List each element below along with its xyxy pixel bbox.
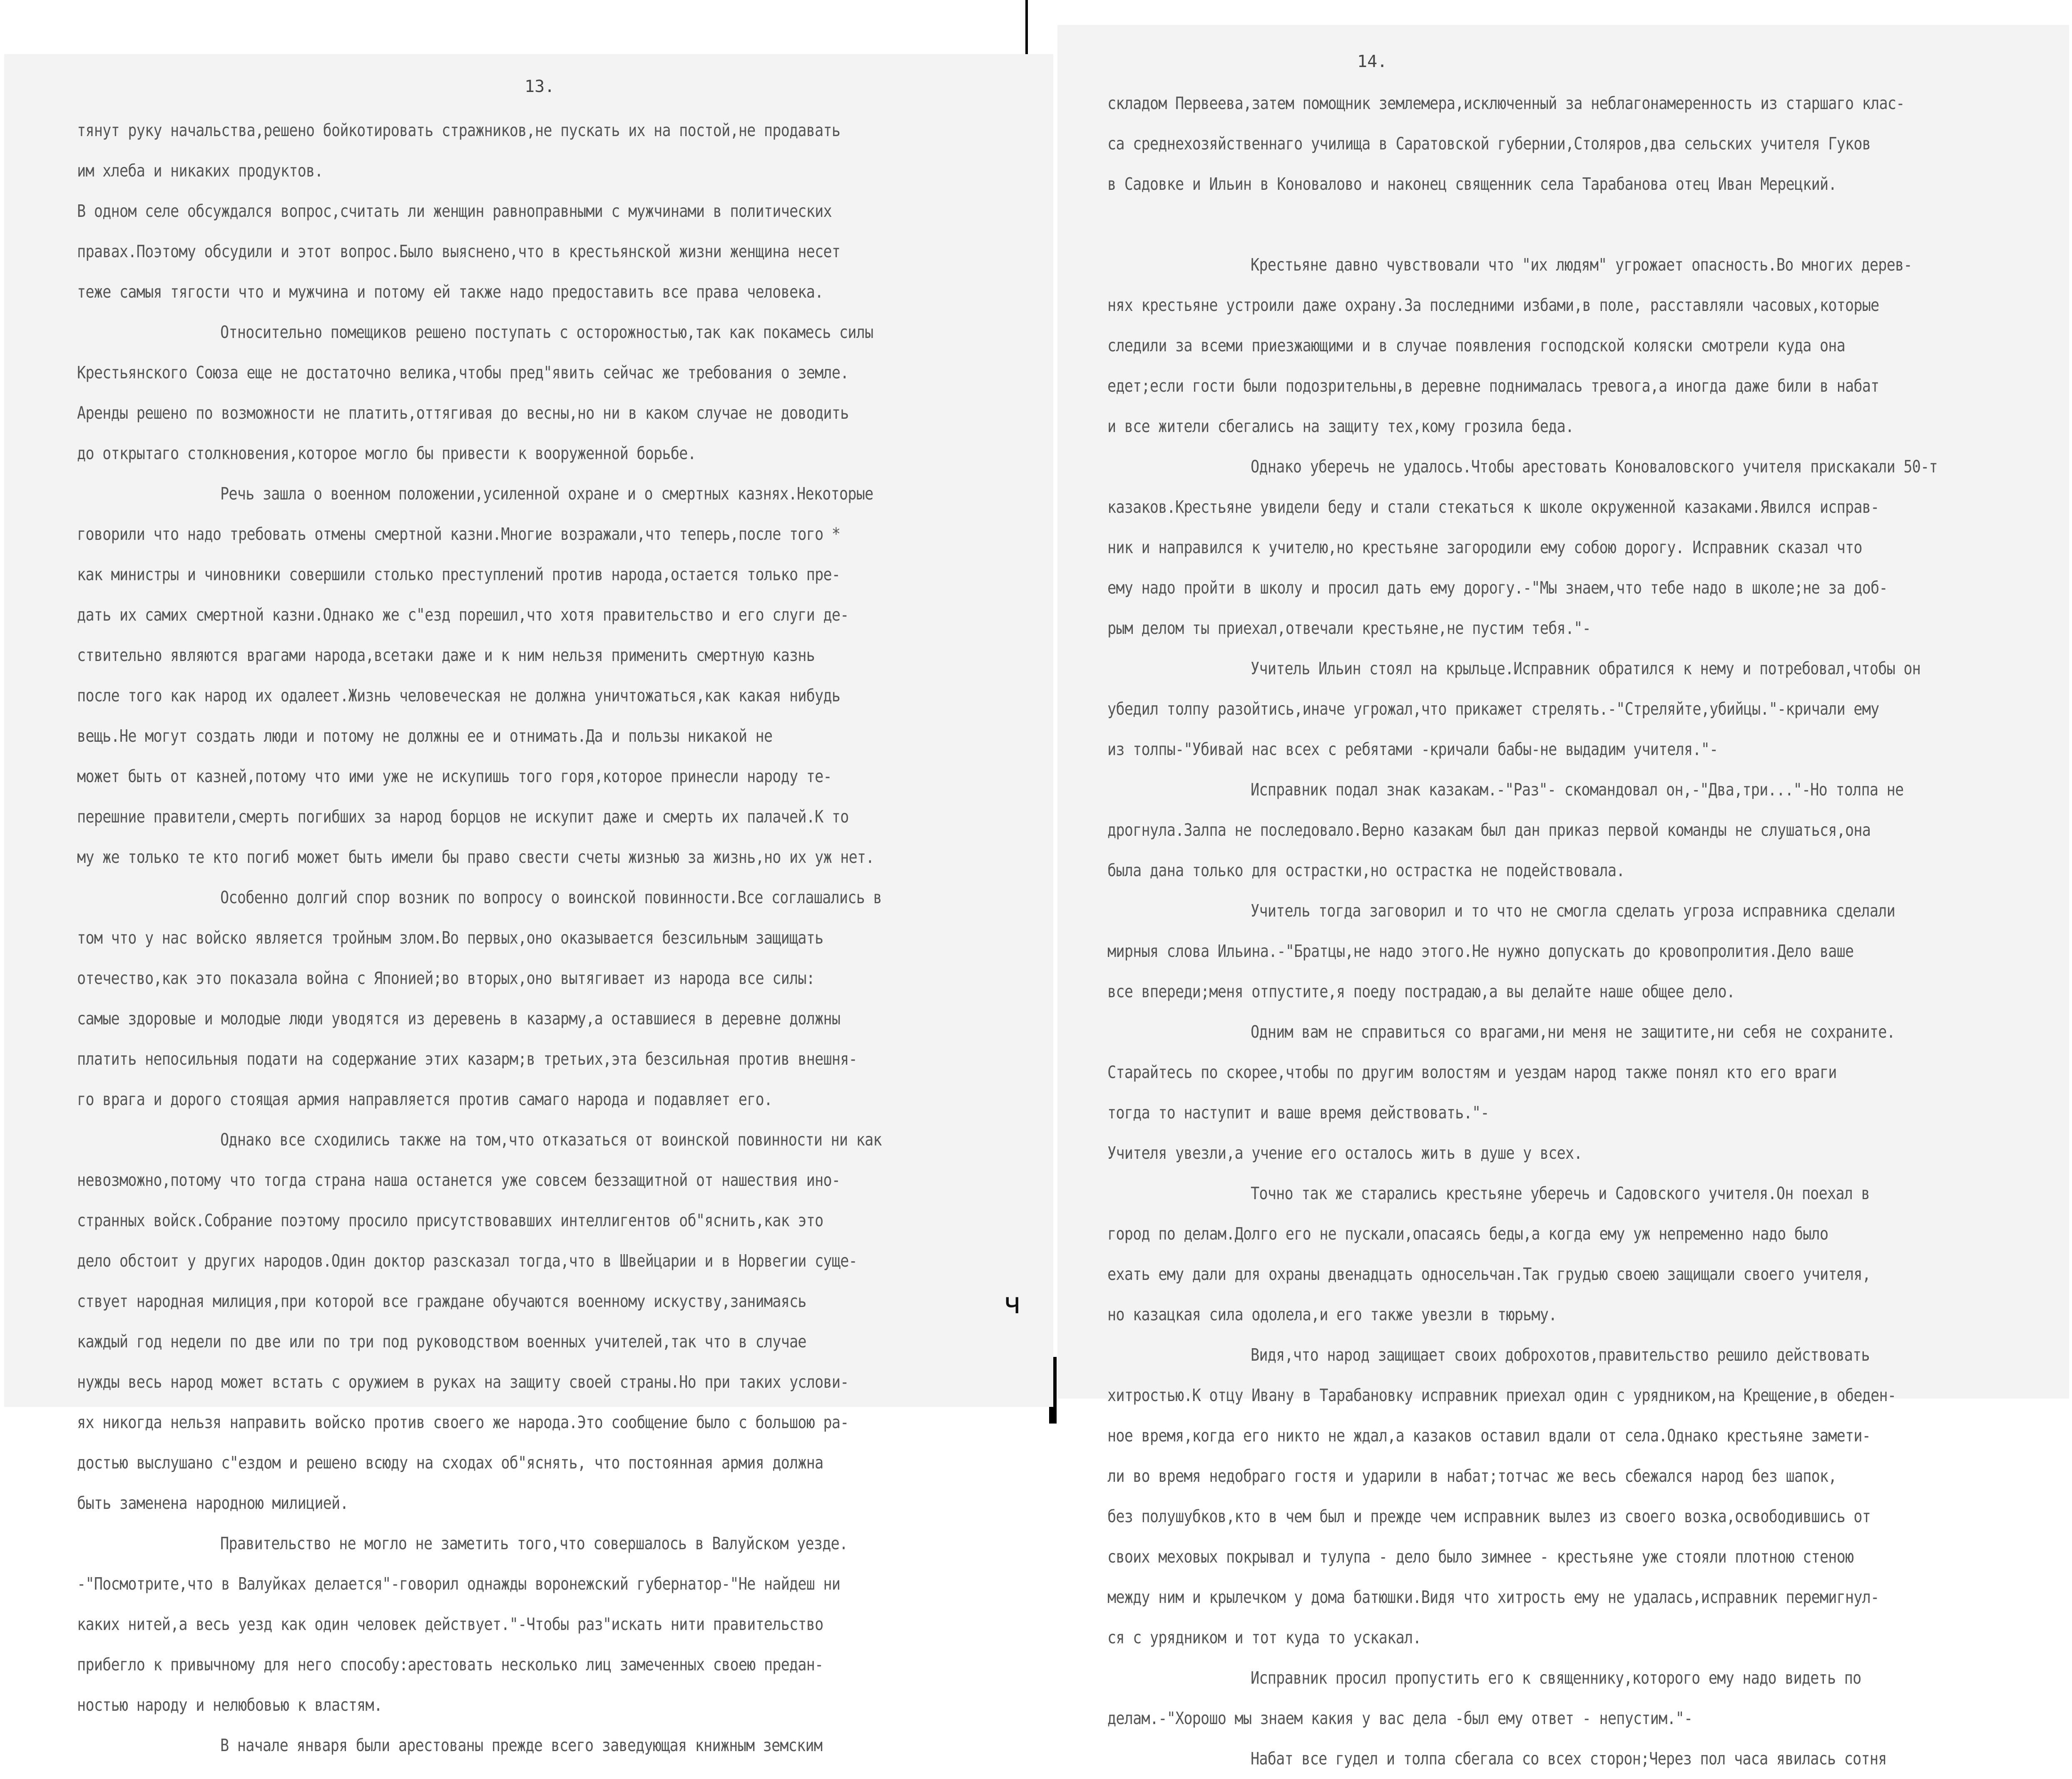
- text-line: хитростью.К отцу Ивану в Тарабановку исправник приехал один с урядником,на Крещение,в обеден-: [1107, 1385, 1896, 1405]
- text-line: все впереди;меня отпустите,я поеду пострадаю,а вы делайте наше общее дело.: [1107, 981, 1735, 1001]
- text-line: В начале января были арестованы прежде всего заведующая книжным земским: [220, 1735, 823, 1755]
- right-page: [1057, 25, 2069, 1769]
- text-line: В одном селе обсуждался вопрос,считать ли женщин равноправными с мужчинами в политических: [77, 201, 832, 221]
- text-line: говорили что надо требовать отмены смертной казни.Многие возражали,что теперь,после того *: [77, 524, 841, 544]
- text-line: дать их самих смертной казни.Однако же с"езд порешил,что хотя правительство и его слуги де-: [77, 605, 849, 625]
- text-line: им хлеба и никаких продуктов.: [77, 161, 323, 181]
- text-line: может быть от казней,потому что ими уже не искупишь того горя,которое принесли народу те-: [77, 766, 832, 786]
- text-line: платить непосильныя подати на содержание этих казарм;в третьих,эта безсильная против внешня-: [77, 1049, 857, 1069]
- text-line: ся с урядником и тот куда то ускакал.: [1107, 1627, 1421, 1647]
- text-line: мирныя слова Ильина.-"Братцы,не надо этого.Не нужно допускать до кровопролития.Дело ваше: [1107, 941, 1854, 961]
- text-line: и все жители сбегались на защиту тех,кому грозила беда.: [1107, 416, 1574, 436]
- text-line: дело обстоит у других народов.Один доктор разсказал тогда,что в Швейцарии и в Норвегии суще-: [77, 1251, 857, 1271]
- text-line: делам.-"Хорошо мы знаем какия у вас дела -был ему ответ - непустим."-: [1107, 1708, 1693, 1728]
- text-line: странных войск.Собрание поэтому просило присутствовавших интеллигентов об"яснить,как это: [77, 1210, 823, 1230]
- left-page: [4, 54, 1053, 1755]
- text-line: ях никогда нельзя направить войско против своего же народа.Это сообщение было с большою ра-: [77, 1412, 849, 1432]
- text-line: ное время,когда его никто не ждал,а казаков оставил вдали от села.Однако крестьяне замети-: [1107, 1426, 1871, 1446]
- page-body: [1107, 83, 2044, 1779]
- text-line: своих меховых покрывал и тулупа - дело было зимнее - крестьяне уже стояли плотною стеною: [1107, 1547, 1854, 1567]
- text-line: казаков.Крестьяне увидели беду и стали стекаться к школе окруженной казаками.Явился исправ-: [1107, 497, 1879, 517]
- text-line: рым делом ты приехал,отвечали крестьяне,не пустим тебя."-: [1107, 618, 1591, 638]
- text-line: ехать ему дали для охраны двенадцать односельчан.Так грудью своею защищали своего учителя,: [1107, 1264, 1871, 1284]
- text-line: каждый год недели по две или по три под руководством военных учителей,так что в случае: [77, 1332, 806, 1352]
- text-line: дрогнула.Залпа не последовало.Верно казакам был дан приказ первой команды не слушаться,она: [1107, 820, 1871, 840]
- text-line: между ним и крылечком у дома батюшки.Видя что хитрость ему не удалась,исправник перемигнул-: [1107, 1587, 1879, 1607]
- text-line: Правительство не могло не заметить того,что совершалось в Валуйском уезде.: [220, 1533, 848, 1553]
- text-line: складом Первеева,затем помощник землемера,исключенный за неблагонамеренность из старшаго клас-: [1107, 93, 1905, 113]
- text-line: вещь.Не могут создать люди и потому не должны ее и отнимать.Да и пользы никакой не: [77, 726, 773, 746]
- page-body: [77, 110, 993, 1766]
- text-line: была дана только для острастки,но острастка не подействовала.: [1107, 860, 1625, 880]
- text-line: Крестьяне давно чувствовали что "их людям" угрожает опасность.Во многих дерев-: [1251, 255, 1912, 275]
- text-line: прибегло к привычному для него способу:арестовать несколько лиц замеченных своею предан-: [77, 1655, 823, 1675]
- text-line: Исправник просил пропустить его к священнику,которого ему надо видеть по: [1251, 1668, 1861, 1688]
- text-line: Набат все гудел и толпа сбегала со всех сторон;Через пол часа явилась сотня: [1251, 1749, 1887, 1769]
- text-line: том что у нас войско является тройным злом.Во первых,оно оказывается безсильным защищать: [77, 928, 823, 948]
- text-line: Однако все сходились также на том,что отказаться от воинской повинности ни как: [220, 1130, 882, 1150]
- text-line: ли во время недобраго гостя и ударили в набат;тотчас же весь сбежался народ без шапок,: [1107, 1466, 1837, 1486]
- text-line: нужды весь народ может встать с оружием в руках на защиту своей страны.Но при таких услови-: [77, 1372, 849, 1392]
- text-line: Особенно долгий спор возник по вопросу о воинской повинности.Все соглашались в: [220, 887, 882, 907]
- text-line: Исправник подал знак казакам.-"Раз"- скомандовал он,-"Два,три..."-Но толпа не: [1251, 780, 1904, 800]
- text-line: отечество,как это показала война с Японией;во вторых,оно вытягивает из народа все силы:: [77, 968, 815, 988]
- text-line: тогда то наступит и ваше время действовать."-: [1107, 1103, 1489, 1123]
- text-line: убедил толпу разойтись,иначе угрожал,что прикажет стрелять.-"Стреляйте,убийцы."-кричали ему: [1107, 699, 1879, 719]
- text-line: му же только те кто погиб может быть имели бы право свести счеты жизнью за жизнь,но их уж нет.: [77, 847, 874, 867]
- text-line: Речь зашла о военном положении,усиленной охране и о смертных казнях.Некоторые: [220, 484, 873, 504]
- page-number: 14.: [1357, 52, 1388, 71]
- text-line: невозможно,потому что тогда страна наша останется уже совсем беззащитной от нашествия ино-: [77, 1170, 841, 1190]
- text-line: Видя,что народ защищает своих доброхотов,правительство решило действовать: [1251, 1345, 1870, 1365]
- text-line: Относительно помещиков решено поступать с осторожностью,так как покамесь силы: [220, 322, 873, 342]
- text-line: достью выслушано с"ездом и решено всюду на сходах об"яснять, что постоянная армия должна: [77, 1453, 823, 1473]
- text-line: тянут руку начальства,решено бойкотировать стражников,не пускать их на постой,не продавать: [77, 120, 841, 140]
- text-line: Однако уберечь не удалось.Чтобы арестовать Коноваловского учителя прискакали 50-т: [1251, 457, 1938, 477]
- text-line: го врага и дорого стоящая армия направляется против самаго народа и подавляет его.: [77, 1089, 773, 1109]
- text-line: Учителя увезли,а учение его осталось жить в душе у всех.: [1107, 1143, 1582, 1163]
- text-line: но казацкая сила одолела,и его также увезли в тюрьму.: [1107, 1304, 1557, 1324]
- text-line: город по делам.Долго его не пускали,опасаясь беды,а когда ему уж непременно надо было: [1107, 1224, 1828, 1244]
- text-line: ему надо пройти в школу и просил дать ему дорогу.-"Мы знаем,что тебе надо в школе;не за доб-: [1107, 578, 1888, 598]
- text-line: из толпы-"Убивай нас всех с ребятами -кричали бабы-не выдадим учителя."-: [1107, 739, 1718, 759]
- text-line: ствует народная милиция,при которой все граждане обучаются военному искуству,занимаясь: [77, 1291, 806, 1311]
- text-line: Старайтесь по скорее,чтобы по другим волостям и уездам народ также понял кто его враги: [1107, 1062, 1837, 1082]
- text-line: до открытаго столкновения,которое могло бы привести к вооруженной борьбе.: [77, 443, 696, 463]
- text-line: ностью народу и нелюбовью к властям.: [77, 1695, 383, 1715]
- text-line: нях крестьяне устроили даже охрану.За последними избами,в поле, расставляли часовых,которые: [1107, 295, 1879, 315]
- text-line: правах.Поэтому обсудили и этот вопрос.Было выяснено,что в крестьянской жизни женщина несет: [77, 241, 841, 261]
- text-line: ник и направился к учителю,но крестьяне загородили ему собою дорогу. Исправник сказал что: [1107, 537, 1862, 557]
- text-line: са среднехозяйственнаго училища в Саратовской губернии,Столяров,два сельских учителя Гуков: [1107, 134, 1871, 154]
- text-line: Аренды решено по возможности не платить,оттягивая до весны,но ни в каком случае не доводить: [77, 403, 849, 423]
- text-line: в Садовке и Ильин в Коновалово и наконец священник села Тарабанова отец Иван Мерецкий.: [1107, 174, 1837, 194]
- text-line: ствительно являются врагами народа,всетаки даже и к ним нельзя применить смертную казнь: [77, 645, 815, 665]
- text-line: Учитель тогда заговорил и то что не смогла сделать угроза исправника сделали: [1251, 901, 1895, 921]
- text-line: Учитель Ильин стоял на крыльце.Исправник обратился к нему и потребовал,чтобы он: [1251, 658, 1921, 678]
- page-number: 13.: [525, 77, 555, 96]
- margin-mark: ч: [1003, 1286, 1021, 1320]
- text-line: быть заменена народною милицией.: [77, 1493, 348, 1513]
- text-line: самые здоровые и молодые люди уводятся из деревень в казарму,а оставшиеся в деревне должны: [77, 1009, 841, 1029]
- text-line: каких нитей,а весь уезд как один человек действует."-Чтобы раз"искать нити правительство: [77, 1614, 823, 1634]
- text-line: Точно так же старались крестьяне уберечь и Садовского учителя.Он поехал в: [1251, 1183, 1870, 1203]
- text-line: следили за всеми приезжающими и в случае появления господской коляски смотрели куда она: [1107, 335, 1846, 355]
- text-line: как министры и чиновники совершили столько преступлений против народа,остается только пре-: [77, 564, 841, 584]
- text-line: [1107, 204, 1913, 245]
- text-line: перешние правители,смерть погибших за народ борцов не искупит даже и смерть их палачей.К то: [77, 807, 849, 827]
- text-line: после того как народ их одалеет.Жизнь человеческая не должна уничтожаться,как какая нибудь: [77, 686, 841, 706]
- text-line: без полушубков,кто в чем был и прежде чем исправник вылез из своего возка,освободившись от: [1107, 1506, 1871, 1526]
- text-line: Одним вам не справиться со врагами,ни меня не защитите,ни себя не сохраните.: [1251, 1022, 1895, 1042]
- text-line: едет;если гости были подозрительны,в деревне поднималась тревога,а иногда даже били в набат: [1107, 376, 1879, 396]
- text-line: теже самыя тягости что и мужчина и потому ей также надо предоставить все права человека.: [77, 282, 823, 302]
- text-line: Крестьянского Союза еще не достаточно велика,чтобы пред"явить сейчас же требования о земле.: [77, 363, 849, 383]
- text-line: -"Посмотрите,что в Валуйках делается"-говорил однажды воронежский губернатор-"Не найдеш ни: [77, 1574, 841, 1594]
